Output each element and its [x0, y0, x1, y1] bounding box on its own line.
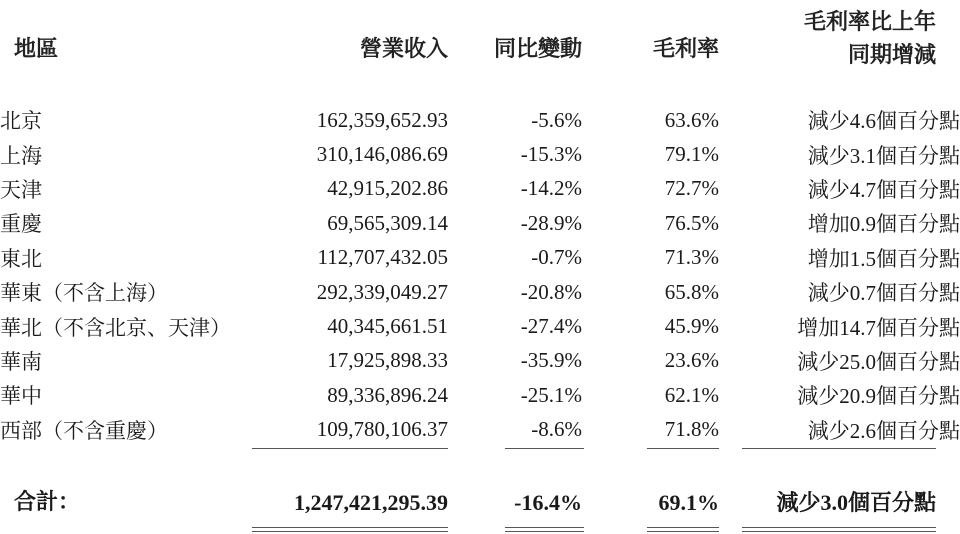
total-yoy: -16.4% [514, 490, 582, 515]
revenue-cell: 310,146,086.69 [316, 142, 448, 167]
table-row [0, 344, 960, 378]
header-region: 地區 [14, 37, 59, 62]
table-row [0, 103, 960, 137]
region-cell: 西部（不含重慶） [0, 418, 168, 443]
data-table [0, 103, 960, 447]
gross-margin-cell: 76.5% [664, 210, 719, 235]
header-gross-margin: 毛利率 [652, 37, 719, 62]
revenue-cell: 40,345,661.51 [327, 314, 448, 339]
region-cell: 上海 [0, 143, 42, 168]
region-cell: 華東（不含上海） [0, 281, 168, 306]
total-gm-change: 減少3.0個百分點 [776, 490, 936, 515]
yoy-cell: -5.6% [531, 107, 582, 132]
total-double-rule-bottom-revenue [252, 531, 448, 532]
header-gross-margin-change-line1: 毛利率比上年 [803, 10, 936, 35]
gross-margin-cell: 71.8% [664, 417, 719, 442]
yoy-cell: -27.4% [520, 314, 582, 339]
gross-margin-cell: 62.1% [664, 382, 719, 407]
region-cell: 東北 [0, 246, 42, 271]
gm-change-cell: 減少4.7個百分點 [807, 177, 960, 202]
gross-margin-cell: 63.6% [664, 107, 719, 132]
subtotal-rule-gross-margin [647, 448, 719, 449]
table-row [0, 137, 960, 171]
header-revenue: 營業收入 [359, 37, 448, 62]
total-revenue: 1,247,421,295.39 [294, 490, 448, 515]
region-cell: 華北（不含北京、天津） [0, 315, 231, 340]
total-double-rule-top-gross-margin [647, 527, 719, 528]
gross-margin-cell: 79.1% [664, 142, 719, 167]
yoy-cell: -14.2% [520, 176, 582, 201]
header-gross-margin-change [804, 6, 936, 72]
subtotal-rule-gm-change [742, 448, 936, 449]
revenue-cell: 112,707,432.05 [317, 245, 448, 270]
total-double-rule-top-revenue [252, 527, 448, 528]
revenue-cell: 17,925,898.33 [327, 348, 448, 373]
total-double-rule-top-yoy [505, 527, 584, 528]
table-row [0, 378, 960, 412]
gross-margin-cell: 65.8% [664, 279, 719, 304]
gm-change-cell: 減少2.6個百分點 [807, 418, 960, 443]
revenue-cell: 162,359,652.93 [316, 107, 448, 132]
region-cell: 華南 [0, 349, 42, 374]
total-label: 合計： [14, 490, 81, 515]
table-row [0, 413, 960, 447]
total-double-rule-bottom-yoy [505, 531, 584, 532]
subtotal-rule-yoy [505, 448, 584, 449]
yoy-cell: -8.6% [531, 417, 582, 442]
gm-change-cell: 增加14.7個百分點 [797, 315, 960, 340]
gm-change-cell: 減少25.0個百分點 [797, 349, 960, 374]
total-double-rule-bottom-gross-margin [647, 531, 719, 532]
yoy-cell: -0.7% [531, 245, 582, 270]
revenue-cell: 109,780,106.37 [316, 417, 448, 442]
gm-change-cell: 增加1.5個百分點 [807, 246, 960, 271]
gm-change-cell: 減少20.9個百分點 [797, 384, 960, 409]
gross-margin-cell: 45.9% [664, 314, 719, 339]
total-gross-margin: 69.1% [658, 490, 719, 515]
yoy-cell: -28.9% [520, 210, 582, 235]
yoy-cell: -15.3% [520, 142, 582, 167]
region-cell: 華中 [0, 384, 42, 409]
gross-margin-cell: 71.3% [664, 245, 719, 270]
data-table-body [0, 103, 960, 447]
gm-change-cell: 減少3.1個百分點 [807, 143, 960, 168]
table-row [0, 309, 960, 343]
gm-change-cell: 增加0.9個百分點 [807, 212, 960, 237]
revenue-cell: 292,339,049.27 [316, 279, 448, 304]
revenue-cell: 89,336,896.24 [327, 382, 448, 407]
table-row [0, 172, 960, 206]
total-double-rule-bottom-gm-change [742, 531, 936, 532]
yoy-cell: -25.1% [520, 382, 582, 407]
yoy-cell: -35.9% [520, 348, 582, 373]
region-cell: 北京 [0, 109, 42, 134]
gross-margin-cell: 72.7% [664, 176, 719, 201]
revenue-cell: 69,565,309.14 [327, 210, 448, 235]
table-row [0, 275, 960, 309]
gm-change-cell: 減少0.7個百分點 [807, 281, 960, 306]
gm-change-cell: 減少4.6個百分點 [807, 109, 960, 134]
header-yoy-change: 同比變動 [493, 37, 582, 62]
region-cell: 天津 [0, 177, 42, 202]
gross-margin-cell: 23.6% [664, 348, 719, 373]
total-double-rule-top-gm-change [742, 527, 936, 528]
region-cell: 重慶 [0, 212, 42, 237]
header-gross-margin-change-line2: 同期增減 [847, 43, 936, 68]
table-row [0, 206, 960, 240]
table-row [0, 241, 960, 275]
yoy-cell: -20.8% [520, 279, 582, 304]
subtotal-rule-revenue [252, 448, 448, 449]
revenue-cell: 42,915,202.86 [327, 176, 448, 201]
